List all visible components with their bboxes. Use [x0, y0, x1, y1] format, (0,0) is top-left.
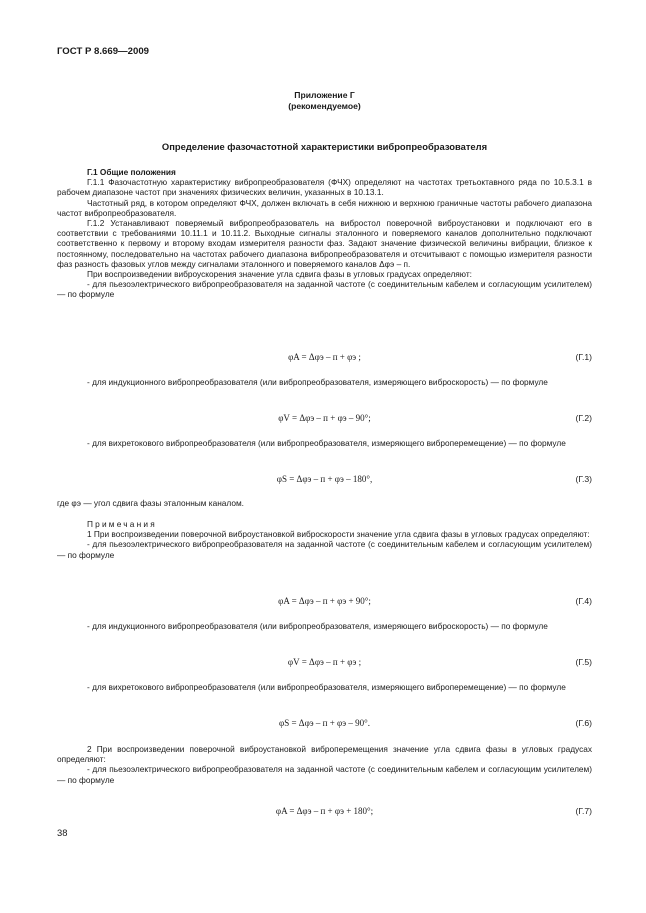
text-block [57, 744, 592, 785]
text-block [57, 438, 592, 448]
paragraph: Г.1.2 Устанавливают поверяемый вибропреобразователь на вибростол поверочной виброустановки и подключают его в соответствии с требованиями 10.11.1 и 10.11.2. Выходные сигналы эталонного и поверяемого каналов дополнительно подключают соответственно к первому и второму входам измерителя разности фаз. Задают значение физической величины вибрации, близкое к постоянному, последовательно на частотах рабочего диапазона вибропреобразователя и отсчитывают с помощью измерителя разности фаз разность фазовых углов между сигналами эталонного и поверяемого каналов Δφэ – п. [57, 218, 592, 269]
annex-heading [57, 90, 592, 112]
formula-text: φS = Δφэ – п + φэ – 180°, [276, 474, 373, 484]
section-heading: Г.1 Общие положения [87, 167, 176, 177]
text-block [57, 377, 592, 387]
formula-g1 [57, 352, 592, 364]
formula-number: (Г.4) [575, 596, 592, 606]
document-page [57, 0, 592, 913]
formula-number: (Г.3) [575, 474, 592, 484]
paragraph: При воспроизведении виброускорения значение угла сдвига фазы в угловых градусах определяют: [87, 269, 472, 280]
formula-g4 [57, 596, 592, 608]
page-number: 38 [57, 827, 68, 838]
formula-g3 [57, 474, 592, 486]
annex-title: Приложение Г [294, 90, 355, 100]
page-title: Определение фазочастотной характеристики вибропреобразователя [161, 141, 488, 152]
formula-text: φV = Δφэ – п + φэ ; [287, 657, 362, 667]
text-block [57, 621, 592, 631]
list-item: - для пьезоэлектрического вибропреобразователя на заданной частоте (с соединительным кабелем и согласующим усилителем) — по формуле [57, 279, 592, 300]
list-item: - для вихретокового вибропреобразователя (или вибропреобразователя, измеряющего виброперемещение) — по формуле [87, 682, 566, 692]
formula-text: φS = Δφэ – п + φэ – 90°. [279, 718, 370, 728]
paragraph: Частотный ряд, в котором определяют ФЧХ, должен включать в себя нижнюю и верхнюю граничные частоты рабочего диапазона частот вибропреобразователя. [57, 197, 592, 218]
text-block [57, 682, 592, 692]
formula-text: φV = Δφэ – п + φэ – 90°; [278, 413, 371, 423]
list-item: - для пьезоэлектрического вибропреобразователя на заданной частоте (с соединительным кабелем и согласующим усилителем) — по формуле [57, 539, 592, 560]
annex-subtitle: (рекомендуемое) [288, 101, 361, 111]
list-item: - для индукционного вибропреобразователя (или вибропреобразователя, измеряющего виброскорость) — по формуле [87, 377, 548, 387]
formula-g7 [57, 806, 592, 818]
formula-number: (Г.5) [575, 657, 592, 667]
formula-number: (Г.7) [575, 806, 592, 816]
formula-number: (Г.1) [575, 352, 592, 362]
formula-text: φA = Δφэ – п + φэ ; [288, 352, 361, 362]
notes-heading: Примечания [87, 519, 157, 529]
text-block [57, 498, 592, 508]
formula-g6 [57, 718, 592, 730]
notes-block [57, 519, 592, 560]
list-item: - для вихретокового вибропреобразователя (или вибропреобразователя, измеряющего виброперемещение) — по формуле [87, 438, 566, 448]
formula-g5 [57, 657, 592, 669]
where-clause: где φэ — угол сдвига фазы эталонным каналом. [57, 498, 244, 508]
formula-g2 [57, 413, 592, 425]
formula-text: φA = Δφэ – п + φэ + 90°; [278, 596, 371, 606]
formula-number: (Г.6) [575, 718, 592, 728]
note-paragraph: 1 При воспроизведении поверочной виброустановкой виброскорости значение угла сдвига фазы в угловых градусах определяют: [87, 529, 590, 540]
formula-number: (Г.2) [575, 413, 592, 423]
list-item: - для индукционного вибропреобразователя (или вибропреобразователя, измеряющего виброскорость) — по формуле [87, 621, 548, 631]
note-paragraph: 2 При воспроизведении поверочной виброустановкой виброперемещения значение угла сдвига фазы в угловых градусах определяют: [57, 744, 592, 765]
list-item: - для пьезоэлектрического вибропреобразователя на заданной частоте (с соединительным кабелем и согласующим усилителем) — по формуле [57, 764, 592, 785]
standard-header: ГОСТ Р 8.669—2009 [57, 46, 149, 57]
formula-text: φA = Δφэ – п + φэ + 180°; [275, 806, 374, 816]
section-g1-text [57, 167, 592, 300]
paragraph: Г.1.1 Фазочастотную характеристику вибропреобразователя (ФЧХ) определяют на частотах третьоктавного ряда по 10.5.3.1 в рабочем диапазоне частот при значениях физических величин, указанных в 10.13.1. [57, 177, 592, 198]
